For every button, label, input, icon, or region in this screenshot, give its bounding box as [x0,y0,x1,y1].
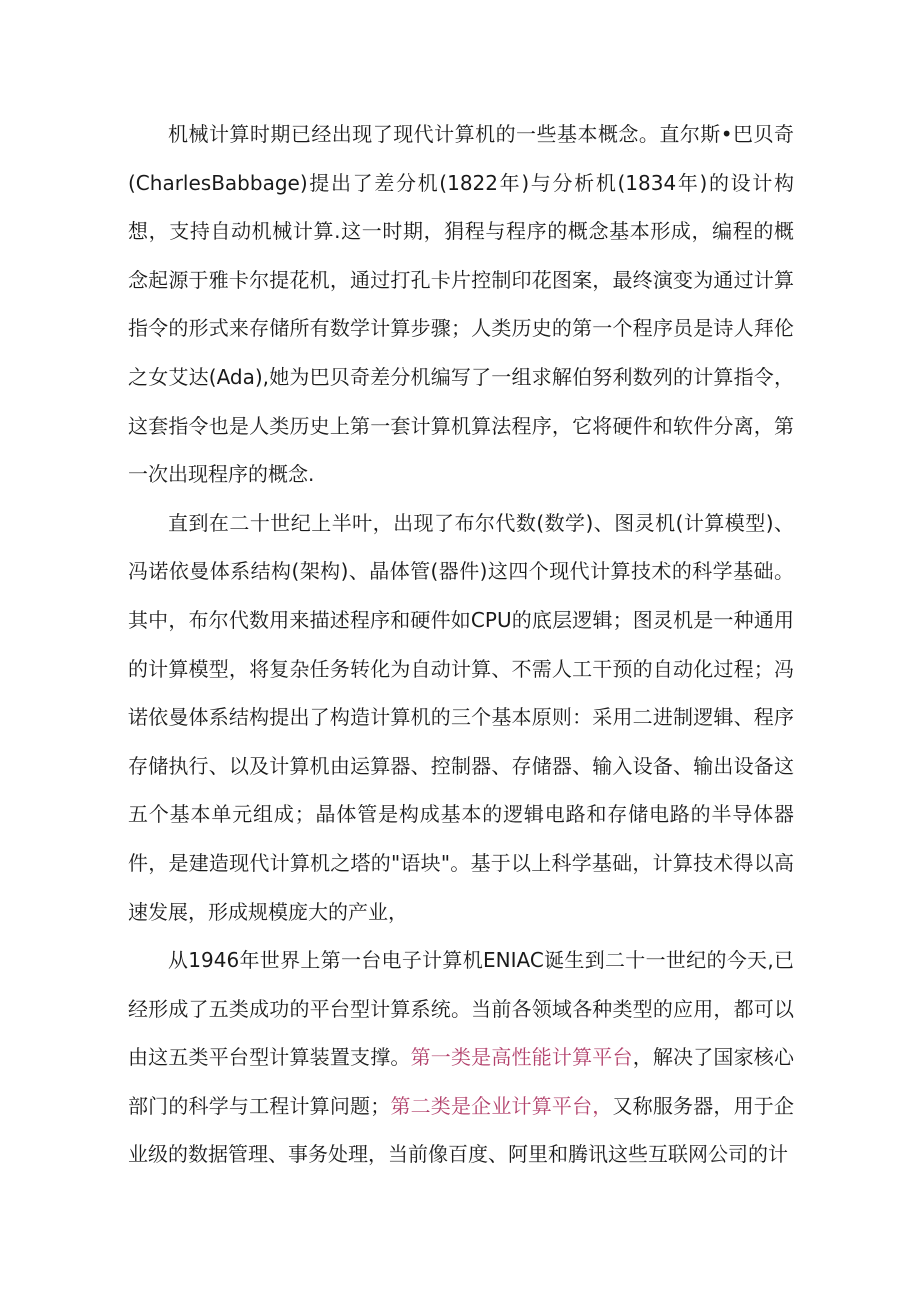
highlight-enterprise-platform: 第二类是企业计算平台， [390,1093,613,1118]
platform-text-end: 又称服务器，用于企业级的数据管理、事务处理，当前像百度、阿里和腾讯这些互联网公司的计 [128,1093,794,1167]
paragraph-scientific-foundations: 直到在二十世纪上半叶，出现了布尔代数(数学)、图灵机(计算模型)、冯诺依曼体系结构(架构)、晶体管(器件)这四个现代计算技术的科学基础。其中，布尔代数用来描述程序和硬件如CPU的底层逻辑；图灵机是一种通用的计算模型，将复杂任务转化为自动计算、不需人工干预的自动化过程；冯诺依曼体系结构提出了构造计算机的三个基本原则：采用二进制逻辑、程序存储执行、以及计算机由运算器、控制器、存储器、输入设备、输出设备这五个基本单元组成；晶体管是构成基本的逻辑电路和存储电路的半导体器件，是建造现代计算机之塔的"语块"。基于以上科学基础，计算技术得以高速发展，形成规模庞大的产业， [128,510,794,924]
platform-text-intro: 从1946年世界上第一台电子计算机ENIAC诞生到二十一世纪的今天,已经形成了五类成功的平台型计算系统。当前各领域各种类型的应用，都可以由这五类平台型计算装置支撑。 [128,948,794,1070]
highlight-hpc-platform: 第一类是高性能计算平台 [410,1045,633,1070]
paragraph-platform-systems [128,936,794,1179]
paragraph-mechanical-computing: 机械计算时期已经出现了现代计算机的一些基本概念。直尔斯•巴贝奇(CharlesBabbage)提出了差分机(1822年)与分析机(1834年)的设计构想，支持自动机械计算.这一时期，狷程与程序的概念基本形成，编程的概念起源于雅卡尔提花机，通过打孔卡片控制印花图案，最终演变为通过计算指令的形式来存储所有数学计算步骤；人类历史的第一个程序员是诗人拜伦之女艾达(Ada),她为巴贝奇差分机编写了一组求解伯努利数列的计算指令，这套指令也是人类历史上第一套计算机算法程序，它将硬件和软件分离，第一次出现程序的概念. [128,122,794,487]
document-body [128,110,794,1179]
platform-text-middle: ，解决了国家核心部门的科学与工程计算问题； [128,1045,794,1118]
